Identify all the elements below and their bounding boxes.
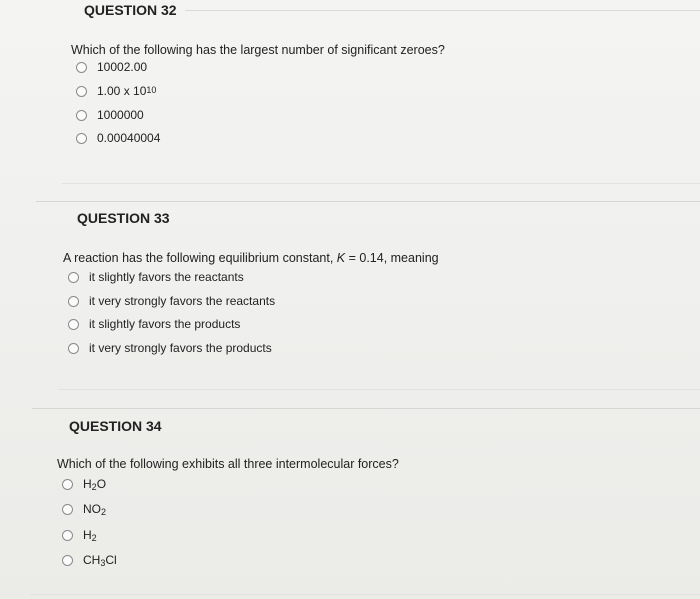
question-33-heading: QUESTION 33 bbox=[77, 210, 170, 226]
question-32-prompt: Which of the following has the largest number of significant zeroes? bbox=[71, 43, 445, 57]
q34-option-2[interactable] bbox=[62, 502, 106, 516]
divider bbox=[62, 183, 700, 184]
radio-button[interactable] bbox=[62, 479, 73, 490]
radio-button[interactable] bbox=[76, 110, 87, 121]
divider bbox=[58, 389, 700, 390]
option-label: $CH_3Cl$ bbox=[83, 553, 117, 568]
option-label: it slightly favors the products bbox=[89, 317, 241, 331]
option-label: 1000000 bbox=[97, 108, 144, 122]
q33-option-3[interactable] bbox=[68, 317, 240, 331]
q32-option-2[interactable] bbox=[76, 84, 156, 98]
q34-option-4[interactable] bbox=[62, 553, 117, 567]
q34-option-1[interactable] bbox=[62, 477, 106, 491]
q33-option-1[interactable] bbox=[68, 270, 244, 284]
question-33-prompt: A reaction has the following equilibrium constant, K = 0.14, meaning bbox=[63, 251, 439, 265]
radio-button[interactable] bbox=[76, 86, 87, 97]
option-label: it very strongly favors the reactants bbox=[89, 294, 276, 308]
question-32-heading: QUESTION 32 bbox=[84, 2, 177, 18]
option-label: it very strongly favors the products bbox=[89, 341, 272, 355]
option-label: it slightly favors the reactants bbox=[89, 270, 244, 284]
option-label: 1.00 x $10^{10}$ bbox=[97, 84, 157, 98]
question-34-heading: QUESTION 34 bbox=[69, 418, 162, 434]
divider bbox=[30, 594, 700, 595]
option-label: $H_2$ bbox=[83, 528, 97, 543]
radio-button[interactable] bbox=[62, 530, 73, 541]
option-label: 0.00040004 bbox=[97, 131, 161, 145]
divider bbox=[36, 201, 700, 202]
radio-button[interactable] bbox=[68, 296, 79, 307]
radio-button[interactable] bbox=[68, 319, 79, 330]
q33-option-2[interactable] bbox=[68, 294, 275, 308]
q34-option-3[interactable] bbox=[62, 528, 97, 542]
question-34-prompt: Which of the following exhibits all three intermolecular forces? bbox=[57, 457, 399, 471]
radio-button[interactable] bbox=[76, 62, 87, 73]
divider bbox=[185, 10, 700, 11]
option-label: 10002.00 bbox=[97, 60, 148, 74]
radio-button[interactable] bbox=[68, 343, 79, 354]
radio-button[interactable] bbox=[62, 504, 73, 515]
option-label: $H_2O$ bbox=[83, 477, 107, 492]
option-label: $NO_2$ bbox=[83, 502, 107, 517]
q32-option-4[interactable] bbox=[76, 131, 160, 145]
q33-option-4[interactable] bbox=[68, 341, 272, 355]
radio-button[interactable] bbox=[76, 133, 87, 144]
radio-button[interactable] bbox=[68, 272, 79, 283]
q32-option-1[interactable] bbox=[76, 60, 147, 74]
radio-button[interactable] bbox=[62, 555, 73, 566]
divider bbox=[32, 408, 700, 409]
q32-option-3[interactable] bbox=[76, 108, 144, 122]
